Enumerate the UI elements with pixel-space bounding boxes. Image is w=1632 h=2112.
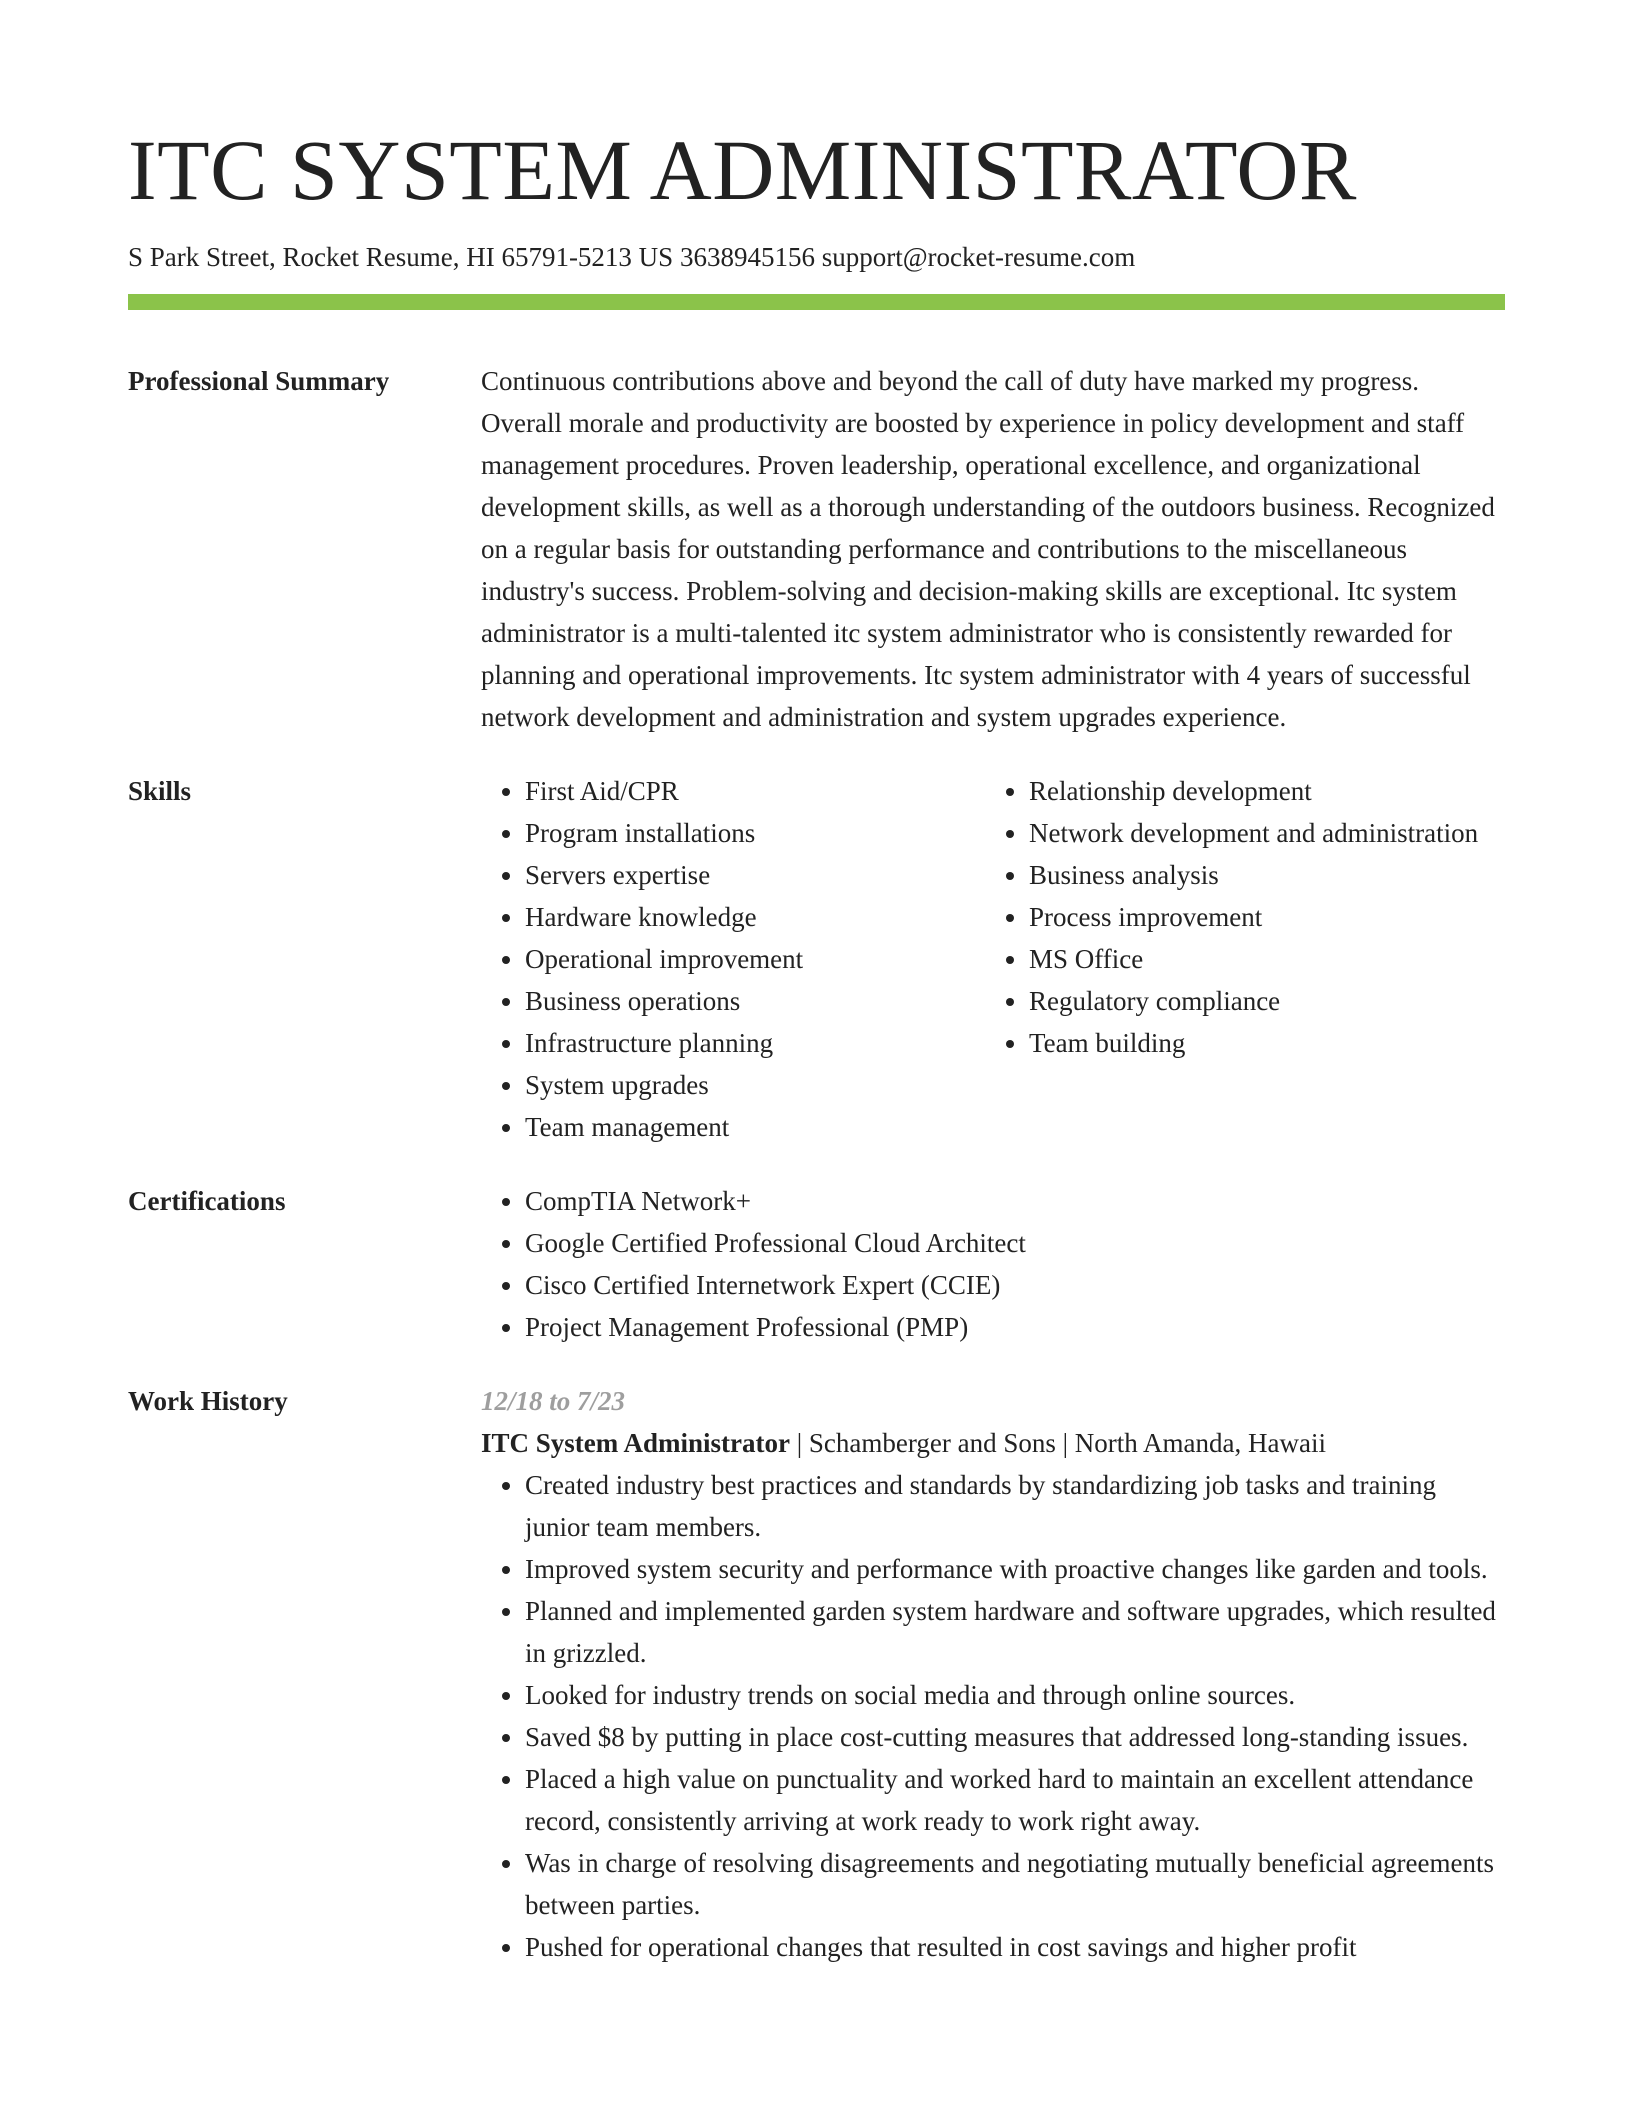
skills-column-left xyxy=(481,770,985,1148)
summary-body xyxy=(481,360,1505,738)
work-history-body xyxy=(481,1380,1505,1968)
skill-item: • Infrastructure planning xyxy=(525,1022,985,1064)
resume-page xyxy=(128,0,1505,1968)
job-bullet: • Looked for industry trends on social media and through online sources. xyxy=(525,1674,1505,1716)
job-bullet: • Created industry best practices and standards by standardizing job tasks and training junior team members. xyxy=(525,1464,1505,1548)
skills-body xyxy=(481,770,1505,1148)
skills-column-right xyxy=(985,770,1505,1148)
accent-divider xyxy=(128,294,1505,310)
job-bullet: • Improved system security and performance with proactive changes like garden and tools. xyxy=(525,1548,1505,1590)
skill-item: • Business operations xyxy=(525,980,985,1022)
skill-item: • First Aid/CPR xyxy=(525,770,985,812)
section-label-summary: Professional Summary xyxy=(128,366,390,396)
section-label-work-history: Work History xyxy=(128,1386,288,1416)
skill-item: • Business analysis xyxy=(1029,854,1505,896)
certification-item: • CompTIA Network+ xyxy=(525,1180,1505,1222)
job-bullet: • Planned and implemented garden system hardware and software upgrades, which resulted in grizzled. xyxy=(525,1590,1505,1674)
skill-item: • Hardware knowledge xyxy=(525,896,985,938)
skill-item: • Operational improvement xyxy=(525,938,985,980)
resume-name-heading: ITC SYSTEM ADMINISTRATOR xyxy=(128,122,1357,218)
certification-item: • Google Certified Professional Cloud Architect xyxy=(525,1222,1505,1264)
skill-item: • Team management xyxy=(525,1106,985,1148)
skills-section xyxy=(128,770,1505,1148)
skill-item: • MS Office xyxy=(1029,938,1505,980)
skill-item: • Team building xyxy=(1029,1022,1505,1064)
skill-item: • Regulatory compliance xyxy=(1029,980,1505,1022)
skill-item: • Servers expertise xyxy=(525,854,985,896)
job-bullet: • Saved $8 by putting in place cost-cutting measures that addressed long-standing issues. xyxy=(525,1716,1505,1758)
job-bullet: • Was in charge of resolving disagreements and negotiating mutually beneficial agreements between parties. xyxy=(525,1842,1505,1926)
summary-text: Continuous contributions above and beyond the call of duty have marked my progress. Overall morale and productivity are boosted by experience in policy development and staff management procedures. Proven leadership, operational excellence, and organizational development skills, as well as a thorough understanding of the outdoors business. Recognized on a regular basis for outstanding performance and contributions to the miscellaneous industry's success. Problem-solving and decision-making skills are exceptional. Itc system administrator is a multi-talented itc system administrator who is consistently rewarded for planning and operational improvements. Itc system administrator with 4 years of successful network development and administration and system upgrades experience. xyxy=(481,366,1495,732)
section-label-certifications: Certifications xyxy=(128,1186,286,1216)
skill-item: • Process improvement xyxy=(1029,896,1505,938)
skills-list-left xyxy=(481,770,985,1148)
contact-info: S Park Street, Rocket Resume, HI 65791-5213 US 3638945156 support@rocket-resume.com xyxy=(128,242,1136,272)
job-employer-location: | Schamberger and Sons | North Amanda, Hawaii xyxy=(790,1428,1326,1458)
skill-item: • Network development and administration xyxy=(1029,812,1505,854)
job-responsibilities-list xyxy=(481,1464,1505,1968)
work-history-section xyxy=(128,1380,1505,1968)
certifications-list xyxy=(481,1180,1505,1348)
skills-columns xyxy=(481,770,1505,1148)
job-title: ITC System Administrator xyxy=(481,1428,790,1458)
certification-item: • Project Management Professional (PMP) xyxy=(525,1306,1505,1348)
skill-item: • Program installations xyxy=(525,812,985,854)
job-bullet: • Pushed for operational changes that resulted in cost savings and higher profit xyxy=(525,1926,1505,1968)
job-title-line xyxy=(481,1422,1505,1464)
job-bullet: • Placed a high value on punctuality and worked hard to maintain an excellent attendance record, consistently arriving at work ready to work right away. xyxy=(525,1758,1505,1842)
skill-item: • Relationship development xyxy=(1029,770,1505,812)
certifications-section xyxy=(128,1180,1505,1348)
section-label-skills: Skills xyxy=(128,776,192,806)
job-dates: 12/18 to 7/23 xyxy=(481,1386,626,1416)
job-entry xyxy=(481,1380,1505,1968)
skill-item: • System upgrades xyxy=(525,1064,985,1106)
certification-item: • Cisco Certified Internetwork Expert (CCIE) xyxy=(525,1264,1505,1306)
certifications-body xyxy=(481,1180,1505,1348)
professional-summary-section xyxy=(128,360,1505,738)
skills-list-right xyxy=(985,770,1505,1064)
